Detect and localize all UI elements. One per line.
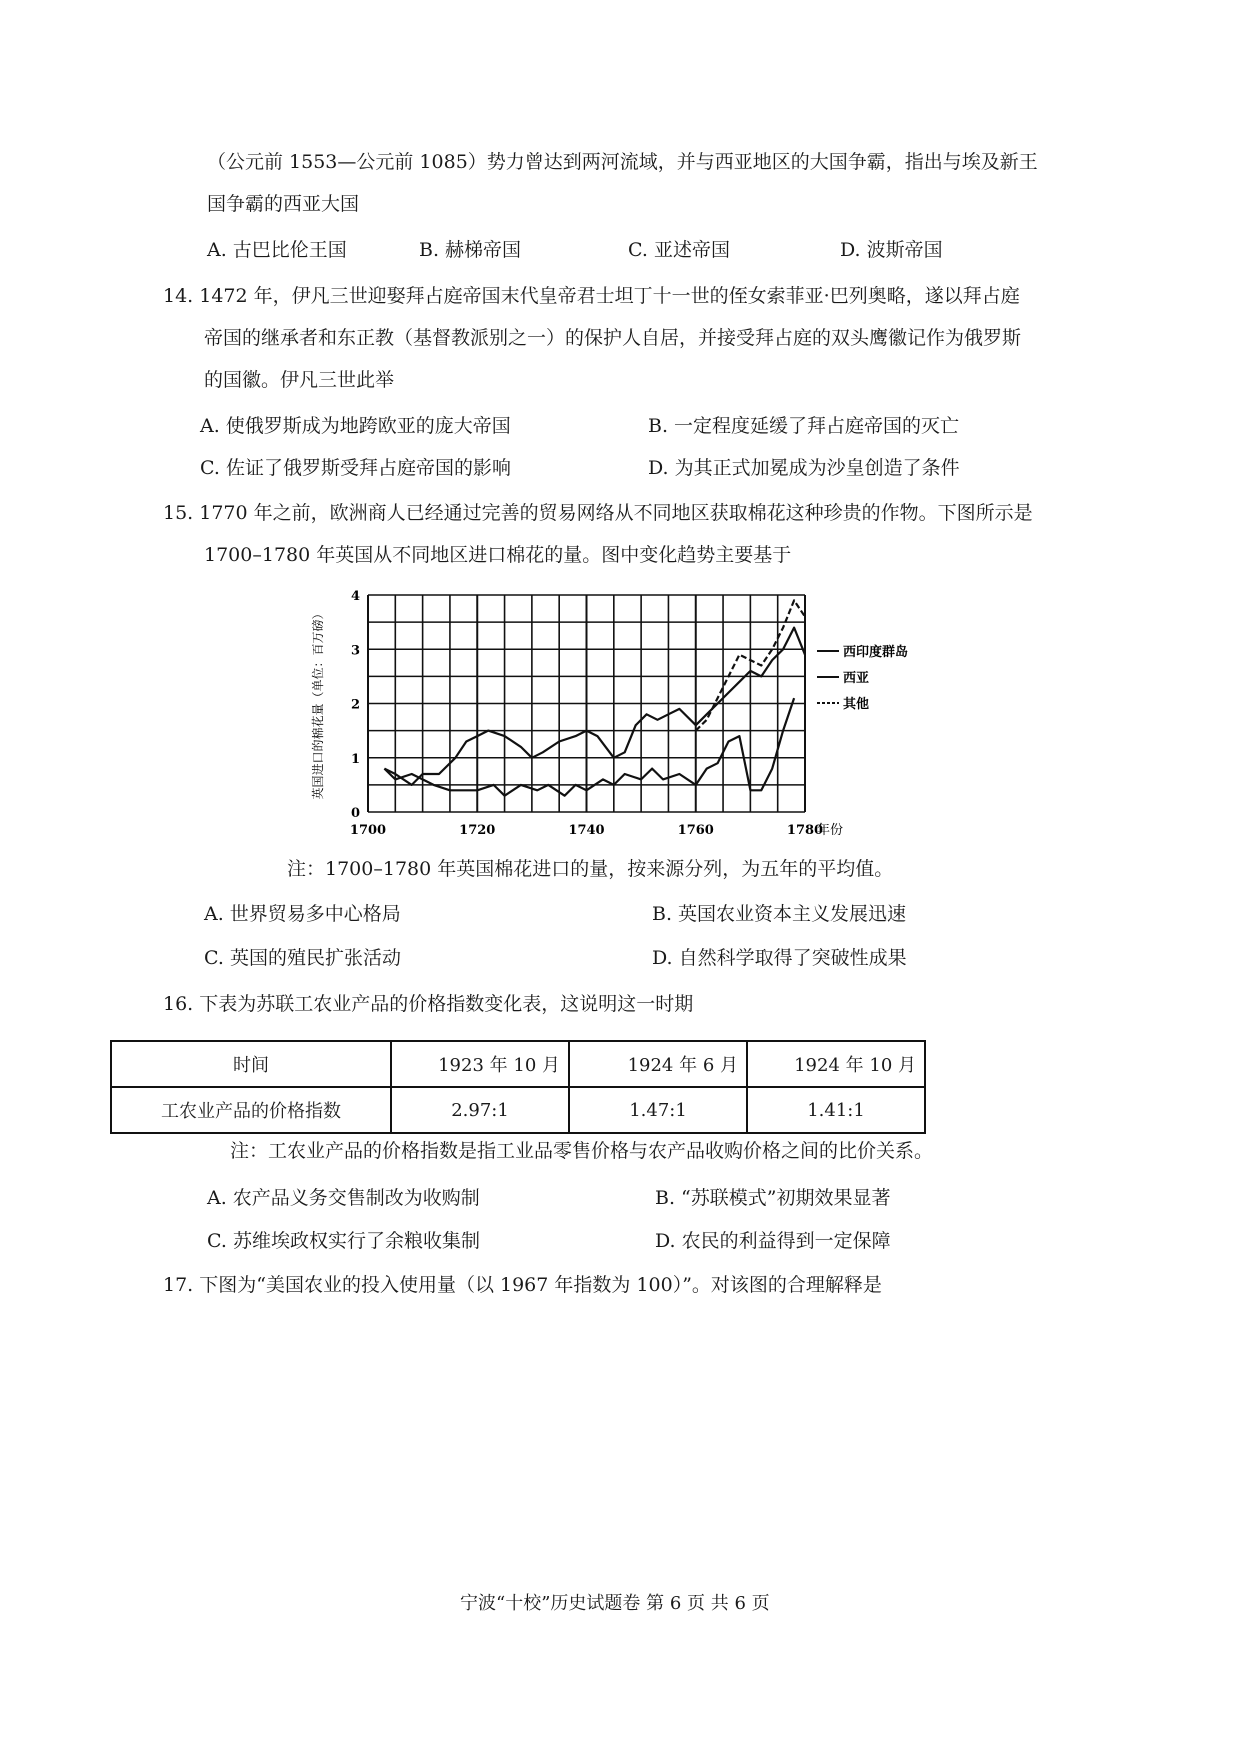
q13-option-a: A. 古巴比伦王国 <box>207 239 347 261</box>
x-axis-label: 年份 <box>817 823 844 838</box>
q14-option-c: C. 佐证了俄罗斯受拜占庭帝国的影响 <box>200 457 511 479</box>
series-line-2 <box>384 698 794 796</box>
q14-option-a: A. 使俄罗斯成为地跨欧亚的庞大帝国 <box>200 415 511 437</box>
q13-stem-line1: （公元前 1553—公元前 1085）势力曾达到两河流域，并与西亚地区的大国争霸，指出与埃及新王 <box>207 151 1038 173</box>
q14-stem-line1: 14. 1472 年，伊凡三世迎娶拜占庭帝国末代皇帝君士坦丁十一世的侄女索菲亚·巴列奥略，遂以拜占庭 <box>163 285 1020 307</box>
price-index-table <box>110 1040 926 1134</box>
q16-stem: 16. 下表为苏联工农业产品的价格指数变化表，这说明这一时期 <box>163 993 694 1015</box>
table-row <box>111 1087 925 1133</box>
q14-option-d: D. 为其正式加冕成为沙皇创造了条件 <box>648 457 960 479</box>
q16-note: 注：工农业产品的价格指数是指工业品零售价格与农产品收购价格之间的比价关系。 <box>230 1140 934 1162</box>
chart-series <box>384 600 805 795</box>
x-tick-label: 1760 <box>677 823 714 838</box>
series-line-1 <box>384 628 805 785</box>
q14-option-b: B. 一定程度延缓了拜占庭帝国的灭亡 <box>648 415 960 437</box>
q15-note: 注：1700–1780 年英国棉花进口的量，按来源分列，为五年的平均值。 <box>287 858 894 880</box>
q15-option-c: C. 英国的殖民扩张活动 <box>204 947 401 969</box>
chart-grid <box>368 595 805 812</box>
legend-label: 其他 <box>843 697 870 712</box>
y-tick-label: 3 <box>350 643 360 659</box>
legend-label: 西印度群岛 <box>843 645 909 660</box>
x-tick-label: 1780 <box>786 823 824 838</box>
y-axis-label: 英国进口的棉花量（单位：百万磅） <box>311 607 325 800</box>
q14-stem-line2: 帝国的继承者和东正教（基督教派别之一）的保护人自居，并接受拜占庭的双头鹰徽记作为俄罗斯 <box>204 327 1022 349</box>
y-tick-label: 1 <box>350 751 360 767</box>
y-tick-label: 2 <box>350 697 360 713</box>
q15-stem-line2: 1700–1780 年英国从不同地区进口棉花的量。图中变化趋势主要基于 <box>204 544 792 566</box>
table-row <box>111 1041 925 1087</box>
y-tick-label: 4 <box>350 589 360 604</box>
q13-option-c: C. 亚述帝国 <box>628 239 730 261</box>
q16-option-b: B. “苏联模式”初期效果显著 <box>655 1187 891 1209</box>
table-cell: 2.97:1 <box>391 1087 569 1133</box>
cotton-import-chart <box>300 585 940 840</box>
legend-label: 西亚 <box>843 671 870 686</box>
q13-stem-line2: 国争霸的西亚大国 <box>207 193 360 215</box>
table-row-label: 工农业产品的价格指数 <box>111 1087 391 1133</box>
table-cell: 1.41:1 <box>747 1087 925 1133</box>
q16-option-d: D. 农民的利益得到一定保障 <box>655 1230 891 1252</box>
q13-option-b: B. 赫梯帝国 <box>419 239 522 261</box>
q15-stem-line1: 15. 1770 年之前，欧洲商人已经通过完善的贸易网络从不同地区获取棉花这种珍贵的作物。下图所示是 <box>163 502 1033 524</box>
q13-option-d: D. 波斯帝国 <box>840 239 943 261</box>
q14-stem-line3: 的国徽。伊凡三世此举 <box>204 369 395 391</box>
table-cell: 1.47:1 <box>569 1087 747 1133</box>
table-header-cell: 1923 年 10 月 <box>391 1041 569 1087</box>
q16-option-a: A. 农产品义务交售制改为收购制 <box>207 1187 480 1209</box>
page-footer: 宁波“十校”历史试题卷 第 6 页 共 6 页 <box>460 1593 770 1614</box>
table-header-cell: 1924 年 10 月 <box>747 1041 925 1087</box>
y-tick-label: 0 <box>350 806 360 821</box>
x-tick-label: 1700 <box>349 823 387 838</box>
chart-legend <box>817 644 908 712</box>
q15-option-a: A. 世界贸易多中心格局 <box>204 903 401 925</box>
table-header-cell: 1924 年 6 月 <box>569 1041 747 1087</box>
q16-option-c: C. 苏维埃政权实行了余粮收集制 <box>207 1230 480 1252</box>
x-tick-label: 1740 <box>568 823 605 838</box>
table-header-cell: 时间 <box>111 1041 391 1087</box>
q17-stem: 17. 下图为“美国农业的投入使用量（以 1967 年指数为 100）”。对该图的合理解释是 <box>163 1274 882 1296</box>
x-tick-label: 1720 <box>459 823 496 838</box>
q15-option-d: D. 自然科学取得了突破性成果 <box>652 947 907 969</box>
q15-option-b: B. 英国农业资本主义发展迅速 <box>652 903 907 925</box>
